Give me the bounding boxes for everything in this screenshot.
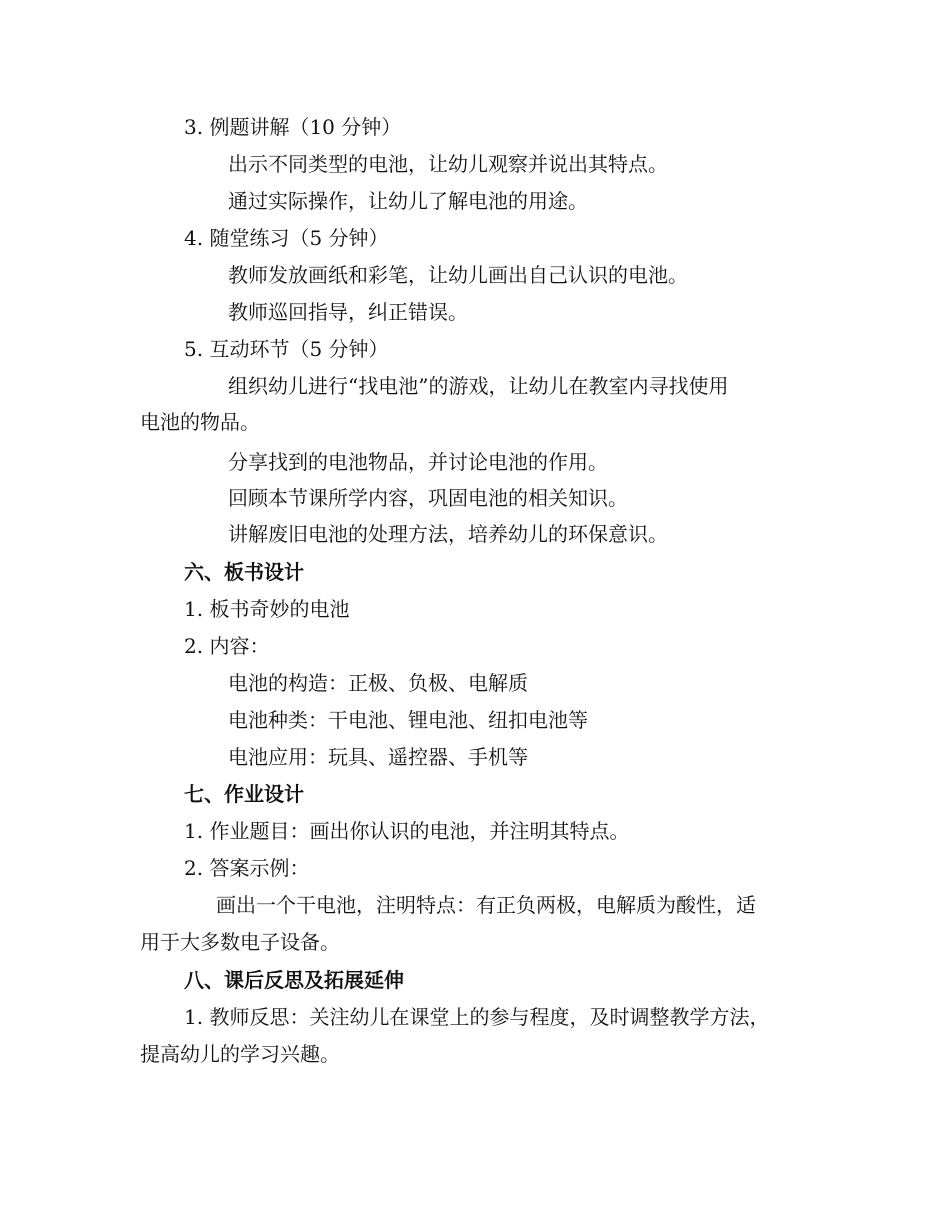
paragraph-continuation: 提高幼儿的学习兴趣。	[140, 1042, 340, 1066]
section-3-title: 3. 例题讲解（10 分钟）	[184, 115, 402, 139]
list-item: 2. 内容：	[184, 634, 270, 658]
heading-7: 七、作业设计	[184, 782, 304, 806]
paragraph: 讲解废旧电池的处理方法，培养幼儿的环保意识。	[228, 522, 668, 546]
paragraph: 出示不同类型的电池，让幼儿观察并说出其特点。	[228, 152, 668, 176]
heading-8: 八、课后反思及拓展延伸	[184, 968, 404, 992]
list-item: 2. 答案示例：	[184, 856, 310, 880]
paragraph: 通过实际操作，让幼儿了解电池的用途。	[228, 189, 588, 213]
paragraph: 回顾本节课所学内容，巩固电池的相关知识。	[228, 486, 628, 510]
paragraph-continuation: 用于大多数电子设备。	[140, 930, 340, 954]
paragraph: 分享找到的电池物品，并讨论电池的作用。	[228, 450, 608, 474]
content-line: 电池应用：玩具、遥控器、手机等	[228, 745, 528, 769]
content-line: 电池的构造：正极、负极、电解质	[228, 671, 528, 695]
list-item: 1. 教师反思：关注幼儿在课堂上的参与程度，及时调整教学方法，	[184, 1005, 770, 1029]
paragraph: 教师巡回指导，纠正错误。	[228, 300, 468, 324]
paragraph: 画出一个干电池，注明特点：有正负两极，电解质为酸性，适	[216, 893, 756, 917]
paragraph: 组织幼儿进行“找电池”的游戏，让幼儿在教室内寻找使用	[228, 374, 729, 398]
content-line: 电池种类：干电池、锂电池、纽扣电池等	[228, 708, 588, 732]
list-item: 1. 板书奇妙的电池	[184, 597, 350, 621]
heading-6: 六、板书设计	[184, 560, 304, 584]
paragraph: 教师发放画纸和彩笔，让幼儿画出自己认识的电池。	[228, 263, 688, 287]
paragraph-continuation: 电池的物品。	[140, 410, 260, 434]
list-item: 1. 作业题目：画出你认识的电池，并注明其特点。	[184, 819, 630, 843]
section-5-title: 5. 互动环节（5 分钟）	[184, 337, 389, 361]
section-4-title: 4. 随堂练习（5 分钟）	[184, 226, 389, 250]
